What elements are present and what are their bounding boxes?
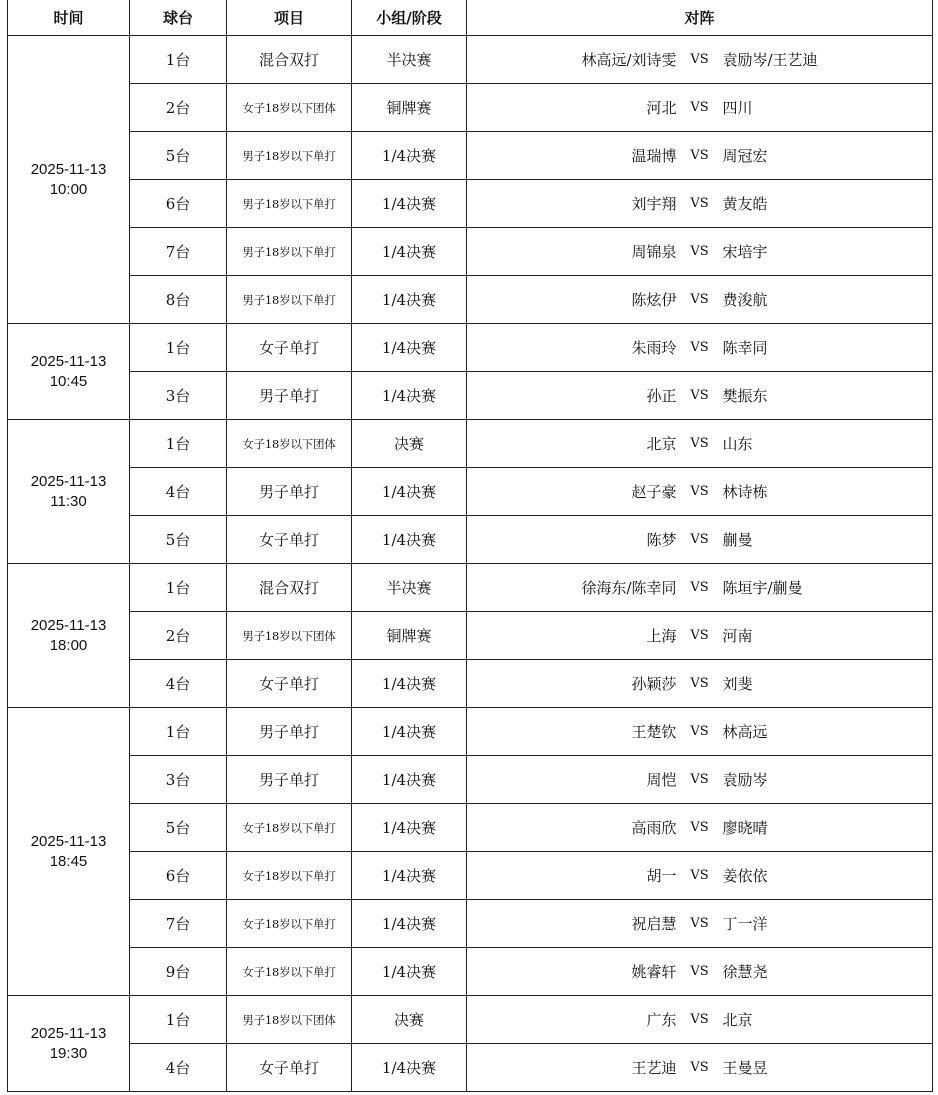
matchup-cell [467, 516, 933, 564]
player-right: 蒯曼 [722, 531, 753, 549]
player-left: 刘宇翔 [631, 195, 677, 213]
matchup-row [467, 769, 932, 790]
table-row [8, 36, 933, 84]
vs-label: VS [690, 436, 709, 451]
stage-cell: 决赛 [352, 996, 467, 1044]
player-right: 陈幸同 [722, 339, 768, 357]
player-left: 孙颖莎 [631, 675, 677, 693]
player-right: 四川 [722, 99, 753, 117]
player-right: 陈垣宇/蒯曼 [722, 579, 803, 597]
vs-label: VS [690, 340, 709, 355]
matchup-row [467, 529, 932, 550]
player-right: 徐慧尧 [722, 963, 768, 981]
matchup-row [467, 241, 932, 262]
player-left: 王艺迪 [631, 1059, 677, 1077]
table-number-cell: 1台 [130, 564, 227, 612]
stage-cell: 半决赛 [352, 564, 467, 612]
matchup-row [467, 193, 932, 214]
stage-cell: 1/4决赛 [352, 756, 467, 804]
vs-label: VS [690, 292, 709, 307]
vs-label: VS [690, 484, 709, 499]
player-left: 上海 [646, 627, 677, 645]
table-number-cell: 7台 [130, 900, 227, 948]
event-cell: 女子18岁以下团体 [227, 84, 352, 132]
table-row [8, 1044, 933, 1092]
vs-label: VS [690, 820, 709, 835]
player-right: 刘斐 [722, 675, 753, 693]
player-right: 林高远 [722, 723, 768, 741]
matchup-row [467, 625, 932, 646]
table-row [8, 756, 933, 804]
matchup-cell [467, 804, 933, 852]
stage-cell: 1/4决赛 [352, 900, 467, 948]
event-cell: 女子单打 [227, 516, 352, 564]
event-cell: 女子18岁以下团体 [227, 420, 352, 468]
player-left: 河北 [646, 99, 677, 117]
vs-label: VS [690, 532, 709, 547]
matchup-row [467, 577, 932, 598]
event-cell: 男子单打 [227, 756, 352, 804]
player-left: 胡一 [646, 867, 677, 885]
vs-label: VS [690, 916, 709, 931]
event-cell: 男子单打 [227, 372, 352, 420]
event-cell: 男子18岁以下单打 [227, 132, 352, 180]
stage-cell: 1/4决赛 [352, 660, 467, 708]
matchup-row [467, 673, 932, 694]
stage-cell: 铜牌赛 [352, 612, 467, 660]
date-text: 2025-11-13 [30, 352, 107, 370]
matchup-cell [467, 564, 933, 612]
table-number-cell: 5台 [130, 132, 227, 180]
stage-cell: 1/4决赛 [352, 324, 467, 372]
stage-cell: 1/4决赛 [352, 372, 467, 420]
matchup-cell [467, 1044, 933, 1092]
header-time: 时间 [8, 0, 130, 36]
player-right: 山东 [722, 435, 753, 453]
table-row [8, 372, 933, 420]
stage-cell: 1/4决赛 [352, 516, 467, 564]
matchup-cell [467, 468, 933, 516]
player-right: 河南 [722, 627, 753, 645]
player-left: 周恺 [646, 771, 677, 789]
event-cell: 男子单打 [227, 468, 352, 516]
matchup-row [467, 961, 932, 982]
time-cell [8, 420, 130, 564]
table-row [8, 948, 933, 996]
date-text: 2025-11-13 [30, 160, 107, 178]
header-row [8, 0, 933, 36]
vs-label: VS [690, 100, 709, 115]
table-number-cell: 1台 [130, 324, 227, 372]
header-matchup: 对阵 [467, 0, 933, 36]
matchup-cell [467, 276, 933, 324]
table-row [8, 804, 933, 852]
player-left: 陈梦 [646, 531, 677, 549]
date-text: 2025-11-13 [30, 832, 107, 850]
matchup-row [467, 913, 932, 934]
table-number-cell: 4台 [130, 1044, 227, 1092]
event-cell: 男子18岁以下单打 [227, 276, 352, 324]
time-text: 11:30 [50, 492, 87, 510]
event-cell: 男子18岁以下团体 [227, 612, 352, 660]
table-row [8, 564, 933, 612]
stage-cell: 1/4决赛 [352, 468, 467, 516]
table-number-cell: 7台 [130, 228, 227, 276]
time-cell [8, 996, 130, 1092]
table-row [8, 996, 933, 1044]
time-cell [8, 564, 130, 708]
player-left: 王楚钦 [631, 723, 677, 741]
matchup-row [467, 721, 932, 742]
table-number-cell: 8台 [130, 276, 227, 324]
player-left: 周锦泉 [631, 243, 677, 261]
matchup-cell [467, 324, 933, 372]
player-left: 徐海东/陈幸同 [581, 579, 677, 597]
table-row [8, 468, 933, 516]
stage-cell: 1/4决赛 [352, 804, 467, 852]
table-number-cell: 1台 [130, 996, 227, 1044]
time-cell [8, 708, 130, 996]
time-cell [8, 324, 130, 420]
date-text: 2025-11-13 [30, 472, 107, 490]
matchup-row [467, 289, 932, 310]
event-cell: 混合双打 [227, 36, 352, 84]
player-left: 赵子豪 [631, 483, 677, 501]
matchup-row [467, 433, 932, 454]
player-left: 广东 [646, 1011, 677, 1029]
vs-label: VS [690, 148, 709, 163]
event-cell: 男子18岁以下团体 [227, 996, 352, 1044]
event-cell: 女子18岁以下单打 [227, 948, 352, 996]
table-row [8, 660, 933, 708]
time-text: 19:30 [49, 1044, 88, 1062]
time-text: 10:45 [49, 372, 88, 390]
matchup-cell [467, 84, 933, 132]
vs-label: VS [690, 52, 709, 67]
player-left: 北京 [646, 435, 677, 453]
stage-cell: 决赛 [352, 420, 467, 468]
player-left: 温瑞博 [631, 147, 677, 165]
header-event: 项目 [227, 0, 352, 36]
player-left: 陈炫伊 [631, 291, 677, 309]
table-row [8, 900, 933, 948]
date-text: 2025-11-13 [30, 616, 107, 634]
stage-cell: 1/4决赛 [352, 276, 467, 324]
matchup-cell [467, 660, 933, 708]
matchup-cell [467, 900, 933, 948]
matchup-cell [467, 420, 933, 468]
player-left: 林高远/刘诗雯 [581, 51, 677, 69]
vs-label: VS [690, 196, 709, 211]
player-right: 姜依依 [722, 867, 768, 885]
table-row [8, 420, 933, 468]
vs-label: VS [690, 628, 709, 643]
matchup-row [467, 1057, 932, 1078]
matchup-row [467, 385, 932, 406]
event-cell: 男子单打 [227, 708, 352, 756]
table-row [8, 324, 933, 372]
matchup-row [467, 817, 932, 838]
player-right: 林诗栋 [722, 483, 768, 501]
table-row [8, 708, 933, 756]
vs-label: VS [690, 772, 709, 787]
matchup-cell [467, 372, 933, 420]
schedule-body [8, 36, 933, 1092]
player-right: 北京 [722, 1011, 753, 1029]
matchup-row [467, 49, 932, 70]
player-right: 丁一洋 [722, 915, 768, 933]
matchup-cell [467, 756, 933, 804]
stage-cell: 铜牌赛 [352, 84, 467, 132]
player-right: 袁励岑/王艺迪 [722, 51, 818, 69]
table-number-cell: 6台 [130, 852, 227, 900]
table-number-cell: 2台 [130, 612, 227, 660]
schedule-table [7, 0, 933, 1092]
player-right: 宋培宇 [722, 243, 768, 261]
table-row [8, 84, 933, 132]
vs-label: VS [690, 1060, 709, 1075]
vs-label: VS [690, 580, 709, 595]
player-left: 朱雨玲 [631, 339, 677, 357]
matchup-cell [467, 948, 933, 996]
header-table: 球台 [130, 0, 227, 36]
table-row [8, 276, 933, 324]
time-text: 10:00 [49, 180, 88, 198]
matchup-cell [467, 36, 933, 84]
matchup-cell [467, 708, 933, 756]
matchup-row [467, 145, 932, 166]
table-row [8, 516, 933, 564]
table-row [8, 132, 933, 180]
date-text: 2025-11-13 [30, 1024, 107, 1042]
table-row [8, 180, 933, 228]
vs-label: VS [690, 676, 709, 691]
stage-cell: 1/4决赛 [352, 708, 467, 756]
table-number-cell: 4台 [130, 660, 227, 708]
stage-cell: 半决赛 [352, 36, 467, 84]
vs-label: VS [690, 724, 709, 739]
table-number-cell: 5台 [130, 516, 227, 564]
player-right: 周冠宏 [722, 147, 768, 165]
vs-label: VS [690, 1012, 709, 1027]
matchup-row [467, 865, 932, 886]
event-cell: 混合双打 [227, 564, 352, 612]
stage-cell: 1/4决赛 [352, 228, 467, 276]
vs-label: VS [690, 244, 709, 259]
event-cell: 女子单打 [227, 324, 352, 372]
matchup-cell [467, 132, 933, 180]
matchup-row [467, 337, 932, 358]
table-row [8, 852, 933, 900]
event-cell: 男子18岁以下单打 [227, 180, 352, 228]
player-right: 袁励岑 [722, 771, 768, 789]
matchup-cell [467, 180, 933, 228]
table-number-cell: 6台 [130, 180, 227, 228]
table-number-cell: 4台 [130, 468, 227, 516]
stage-cell: 1/4决赛 [352, 132, 467, 180]
table-number-cell: 3台 [130, 372, 227, 420]
table-number-cell: 3台 [130, 756, 227, 804]
event-cell: 女子单打 [227, 1044, 352, 1092]
table-number-cell: 1台 [130, 708, 227, 756]
table-number-cell: 1台 [130, 36, 227, 84]
stage-cell: 1/4决赛 [352, 948, 467, 996]
stage-cell: 1/4决赛 [352, 1044, 467, 1092]
table-number-cell: 5台 [130, 804, 227, 852]
header-stage: 小组/阶段 [352, 0, 467, 36]
player-left: 祝启慧 [631, 915, 677, 933]
player-left: 高雨欣 [631, 819, 677, 837]
event-cell: 女子18岁以下单打 [227, 852, 352, 900]
player-right: 廖晓晴 [722, 819, 768, 837]
matchup-row [467, 481, 932, 502]
table-number-cell: 1台 [130, 420, 227, 468]
matchup-row [467, 97, 932, 118]
vs-label: VS [690, 388, 709, 403]
player-right: 樊振东 [722, 387, 768, 405]
player-right: 王曼昱 [722, 1059, 768, 1077]
table-row [8, 612, 933, 660]
table-row [8, 228, 933, 276]
player-right: 费浚航 [722, 291, 768, 309]
time-text: 18:45 [49, 852, 88, 870]
table-number-cell: 2台 [130, 84, 227, 132]
stage-cell: 1/4决赛 [352, 180, 467, 228]
player-right: 黄友皓 [722, 195, 768, 213]
time-cell [8, 36, 130, 324]
table-number-cell: 9台 [130, 948, 227, 996]
time-text: 18:00 [49, 636, 88, 654]
player-left: 姚睿轩 [631, 963, 677, 981]
event-cell: 女子18岁以下单打 [227, 804, 352, 852]
matchup-cell [467, 228, 933, 276]
event-cell: 男子18岁以下单打 [227, 228, 352, 276]
matchup-cell [467, 996, 933, 1044]
matchup-row [467, 1009, 932, 1030]
matchup-cell [467, 852, 933, 900]
event-cell: 女子18岁以下单打 [227, 900, 352, 948]
player-left: 孙正 [646, 387, 677, 405]
matchup-cell [467, 612, 933, 660]
vs-label: VS [690, 868, 709, 883]
stage-cell: 1/4决赛 [352, 852, 467, 900]
vs-label: VS [690, 964, 709, 979]
event-cell: 女子单打 [227, 660, 352, 708]
